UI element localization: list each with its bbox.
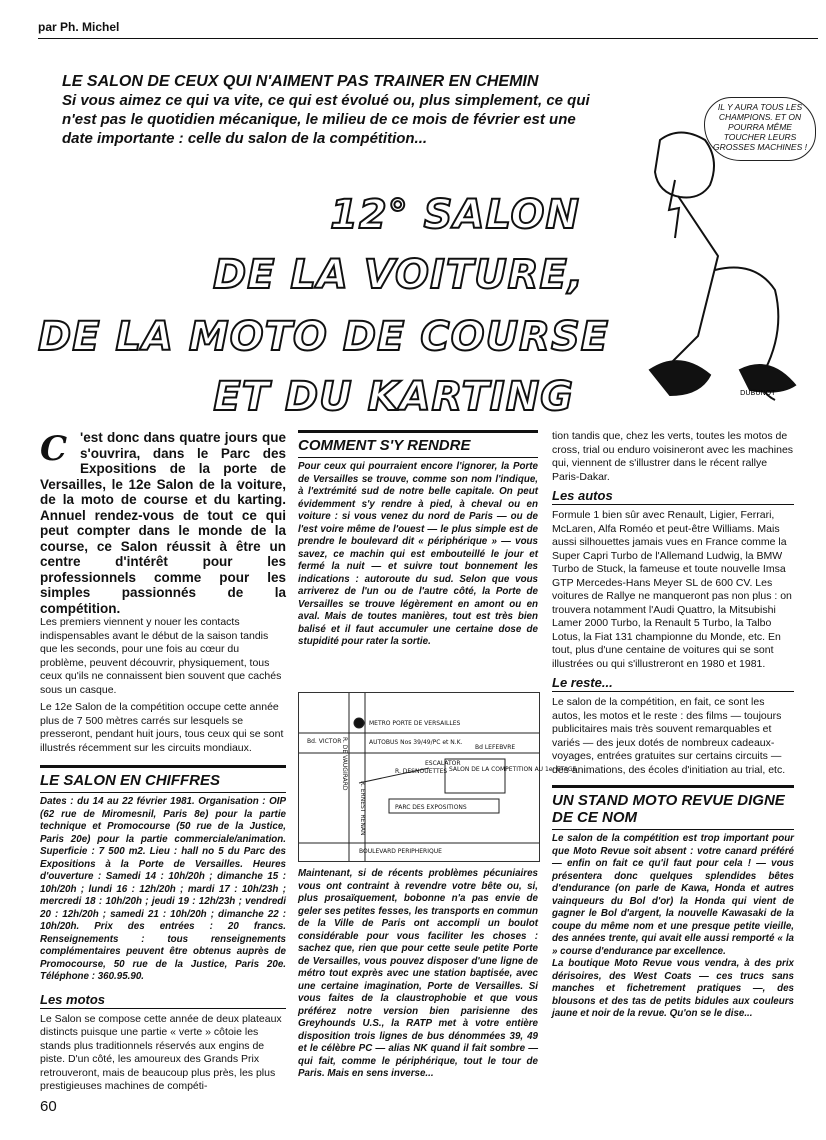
paragraph: Le 12e Salon de la compétition occupe cette année plus de 7 500 mètres carrés sur lesquels se presseront, pendant huit jours, tous ceux qui se sont illustrés récemment sur les circuits mondiaux. [40,701,284,754]
directions-text: Pour ceux qui pourraient encore l'ignorer, la Porte de Versailles se trouve, comme son nom l'indique, à l'extrémité sud de notre belle capitale. On peut évidemment s'y rendre à pied, à cheval ou en voiture : si vous venez du nord de Paris — ou de l'est voire même de l'ouest — le plus simple est de prendre le boulevard dit « périphérique » — vous savez, ce machin qui est embouteillé le jour et fermé la nuit — et suivre tout bonnement les indications : autoroute du sud. Selon que vous arriverez de l'un ou de l'autre côté, la Porte de Versailles se trouve légèrement en amont ou en aval. Mais de toutes manières, tout est très bien balisé et il faut accumuler une certaine dose de stupidité pour rater la sortie. [298,457,538,649]
map-label-metro: METRO PORTE DE VERSAILLES [369,720,461,727]
paragraph: Le salon de la compétition, en fait, ce sont les autos, les motos et le reste : des films — toujours publicitaires mais très souvent remarquables et variés — des jeux dotés de nombreux cadeaux-voyages, entrées gratuites sur certains circuits — des animations, des écoles d'initiation au trial, etc. [552,696,786,776]
section-heading: Le reste... [552,675,794,692]
paragraph: tion tandis que, chez les verts, toutes les motos de cross, trial ou enduro voisineront avec les machines qui, viennent de s'illustrer dans le récent rallye Paris-Dakar. [552,430,794,483]
lead-text: 'est donc dans quatre jours que s'ouvrira, dans le Parc des Expositions de la porte de Versailles, le 12e Salon de la voiture, de la moto de course et du karting. Annuel rendez-vous de tout ce qui peut compter dans le monde de la course, ce Salon réussit à être un centre d'intérêt pour les professionnels comme pour les simples passionnés de la compétition. [40,430,286,616]
column-3 [552,430,794,1021]
section-heading: LE SALON EN CHIFFRES [40,765,286,789]
speech-bubble: IL Y AURA TOUS LES CHAMPIONS. ET ON POURRA MÊME TOUCHER LEURS GROSSES MACHINES ! [704,97,816,161]
section-heading: Les autos [552,488,794,505]
map-label-desnouettes: R. DESNOUETTES [395,768,448,775]
column-1 [40,430,286,1098]
paragraph: Le Salon se compose cette année de deux plateaux distincts puisque une partie « verte » côtoie les stands plus traditionnels réservés aux engins de piste. D'un côté, les amoureux des Grands Prix retrouveront, mais de beaucoup plus près, les plus prestigieuses machines de compéti- [40,1012,282,1092]
stand-text-1: Le salon de la compétition est trop important pour que Moto Revue soit absent : votre canard préféré — enfin on fait ce qu'il faut pour cela ! — vous présentera donc quelques splendides bêtes d'endurance (on parle de Kawa, Honda et autres vainqueurs du Bol d'or) la Honda qui vient de gagner le Bol d'argent, la nouvelle Kawasaki de la coupe du même nom et une presque petite vieille, des années trente, qui avait elle aussi remporté « la » course d'endurance par excellence. [552,829,794,958]
deck-headline: LE SALON DE CEUX QUI N'AIMENT PAS TRAINER EN CHEMIN [62,73,539,90]
cartoon-signature: DUBUNOT [740,389,776,397]
title-line-4: ET DU KARTING [213,374,574,420]
section-heading: UN STAND MOTO REVUE DIGNE DE CE NOM [552,785,794,826]
access-map [298,692,577,862]
top-rule [38,38,818,39]
map-label-vaugirard: R. DE VAUGIRARD [341,737,348,791]
deck [62,72,602,148]
byline: par Ph. Michel [38,20,120,34]
page-number: 60 [40,1098,57,1115]
transport-text: Maintenant, si de récents problèmes pécuniaires vous ont contraint à revendre votre bête ou, si, plus prosaïquement, bobonne n'a pas envie de geler ses petites fesses, les transports en commun de la Ville de Paris ont accompli un boulot considérable pour vous faciliter les choses : sachez que, rien que pour cette seule petite Porte de Versailles, vous pouvez disposer d'une ligne de métro tout exprès avec une station baptisée, avec une certaine imagination, Porte de Versailles. Si vous faites de la claustrophobie et que vous préférez notre version bien parisienne des Greyhounds U.S., la RATP met à votre entière disposition trois lignes de bus dénommées 39, 49 et le célèbre PC — alias NK quand il fait sombre — qui fait, comme le périphérique, tout le tour de Paris. Mais en sens inverse... [298,868,538,1079]
map-label-lefebvre: Bd LEFEBVRE [475,744,516,751]
lead-paragraph [40,430,286,616]
paragraph: Les premiers viennent y nouer les contacts indispensables avant le début de la saison tandis que les seconds, pour une fois au cœur du problème, peuvent découvrir, physiquement, tous ceux qu'ils ne connaissent bien souvent que cachés sous un casque. [40,616,282,696]
chiffres-text: Dates : du 14 au 22 février 1981. Organisation : OIP (62 rue de Miromesnil, Paris 8e) pour la partie technique et Promocourse (50 rue de la Justice, Paris 20e) pour la partie commerciale/animation. Superficie : 7 500 m2. Lieu : hall no 5 du Parc des Expositions à la Porte de Versailles. Heures d'ouverture : Samedi 14 : 10h/20h ; dimanche 15 : 10h/20h ; lundi 16 : 12h/20h ; mardi 17 : 10h/23h ; mercredi 18 : 10h/20h ; jeudi 19 : 12h/23h ; vendredi 20 : 12h/20h ; samedi 21 : 10h/20h ; dimanche 22 : 10h/20h. Prix des entrées : 20 francs. Renseignements : tous renseignements complémentaires peuvent être obtenus auprès de Promocourse, 50 rue de la Justice, Paris 20e. Téléphone : 360.95.90. [40,792,286,984]
paragraph: Formule 1 bien sûr avec Renault, Ligier, Ferrari, McLaren, Alfa Roméo et peut-être Williams. Mais aussi silhouettes jamais vues en France comme la Super Capri Turbo de l'Allemand Ludwig, la BMW Turbo de Stuck, la fameuse et toute nouvelle Imsa GTP Mercedes-Hans Meyer SL de 600 CV. Les voitures de Rallye ne manqueront pas non plus : on trouvera notamment l'Audi Quattro, la Mitsubishi Lamer 2000 Turbo, la Renault 5 Turbo, la Talbo Lotus, la Fiat 131 championne du Monde, etc. En tout, plus d'une centaine de voitures qui se sont illustrées ou qui s'illustreront en 1980 et 1981. [552,509,792,670]
map-label-victor: Bd. VICTOR [307,738,342,745]
section-heading: COMMENT S'Y RENDRE [298,430,538,454]
column-2 [298,430,538,649]
title-line-1: 12° SALON [330,192,580,238]
map-label-boulevard: BOULEVARD PERIPHERIQUE [359,848,442,855]
cartoon-illustration [590,120,820,410]
map-label-autobus: AUTOBUS Nos 39/49/PC et N.K. [369,739,463,746]
map-label-renan: R. ERNEST RENAN [359,781,366,836]
stand-text-2: La boutique Moto Revue vous vendra, à des prix dérisoires, des West Coats — ces trucs sans manches et fichetrement pratiques —, des blousons et des tas de petits bidules aux couleurs jaune et noir de la revue. Qu'on se le dise... [552,958,794,1019]
title-line-2: DE LA VOITURE, [212,252,584,298]
deck-text: Si vous aimez ce qui va vite, ce qui est évolué ou, plus simplement, ce qui n'est pas le quotidien mécanique, le milieu de ce mois de février est une date importante : celle du salon de la compétition... [62,92,590,147]
map-label-salon: SALON DE LA COMPETITION AU 1er ETAGE [449,766,577,773]
column-2-bottom [298,868,538,1081]
title-line-3: DE LA MOTO DE COURSE [38,314,610,360]
map-label-parc: PARC DES EXPOSITIONS [395,804,467,811]
dropcap: C [40,429,68,469]
section-heading: Les motos [40,992,286,1009]
map-label-escalator: ESCALATOR [425,760,461,767]
